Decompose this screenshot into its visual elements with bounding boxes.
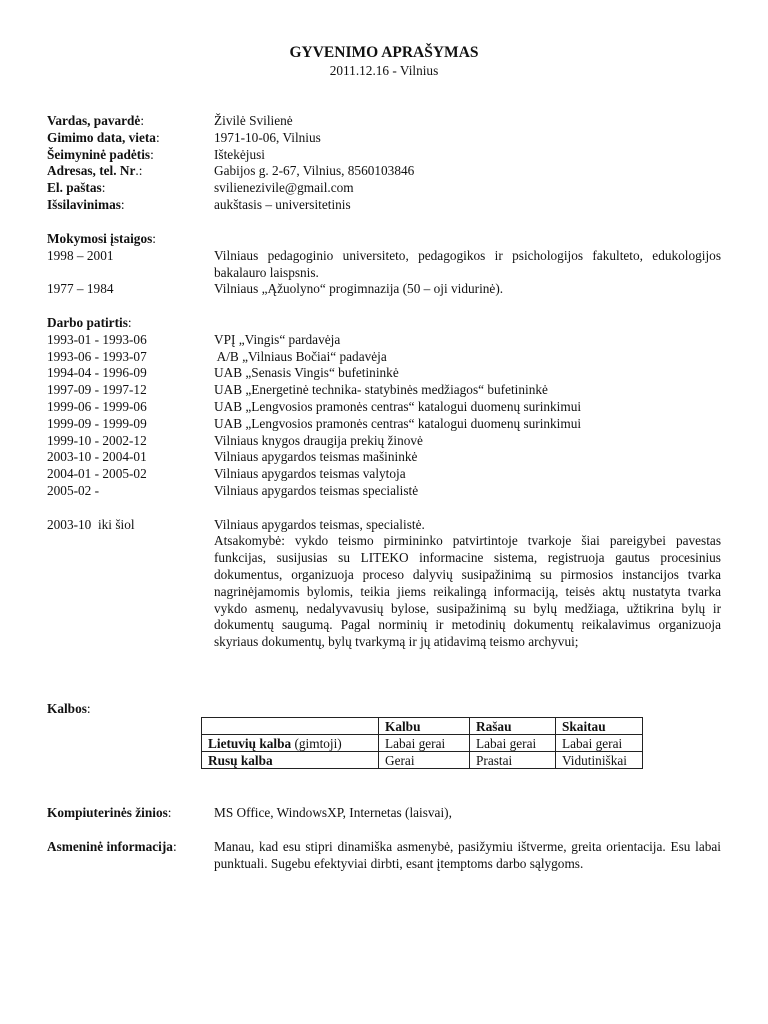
personal-info-section: [47, 113, 721, 214]
personal-row-address: Adresas, tel. Nr.: Gabijos g. 2-67, Vilnius, 8560103846: [47, 163, 721, 180]
personal-about-label: Asmeninė informacija: [47, 839, 173, 854]
language-speak: Labai gerai: [379, 735, 470, 752]
work-text: UAB „Energetinė technika- statybinės medžiagos“ bufetininkė: [214, 382, 548, 398]
languages-row: [202, 752, 643, 769]
work-item: [47, 449, 721, 466]
work-item: [47, 466, 721, 483]
work-period: 1999-10 - 2002-12: [47, 432, 147, 448]
work-period: 1999-09 - 1999-09: [47, 415, 147, 431]
languages-section: [47, 701, 721, 718]
languages-col-read: Skaitau: [556, 718, 643, 735]
personal-row-education-level: Išsilavinimas: aukštasis – universitetinis: [47, 197, 721, 214]
work-period: 1999-06 - 1999-06: [47, 398, 147, 414]
work-item: [47, 349, 721, 366]
education-period: 1998 – 2001: [47, 247, 114, 263]
work-period: 2004-01 - 2005-02: [47, 466, 147, 482]
computer-skills-value: MS Office, WindowsXP, Internetas (laisvai),: [214, 805, 452, 820]
address-value: Gabijos g. 2-67, Vilnius, 8560103846: [214, 163, 415, 179]
languages-table: [201, 717, 643, 769]
education-heading: Mokymosi įstaigos:: [47, 231, 156, 246]
work-current-period: 2003-10 iki šiol: [47, 516, 135, 532]
work-heading: Darbo patirtis:: [47, 315, 132, 330]
marital-label: Šeimyninė padėtis: [47, 146, 151, 162]
languages-row: [202, 735, 643, 752]
work-current-responsibilities: Atsakomybė: vykdo teismo pirmininko patvirtintoje tvarkoje šiai pareigybei pavestas funkcijas, susijusias su LITEKO informacine sistema, registruoja gautus procesinius dokumentus, organizuoja proceso dalyvių susipažinimą su pirmosios instancijos tvarka nagrinėjamomis bylomis, teikia jiems reikalingą informaciją, teisės aktų nustatyta tvarka vykdo asmenų, nedalyvavusių bylose, susipažinimą su bylų medžiaga, užtikrina bylų ir dokumentų saugumą. Pagal norminių ir metodinių dokumentų reikalavimus organizuoja skyriaus dokumentų, bylų tvarkymą ir jų atidavimą teismo archyvui;: [214, 533, 721, 650]
education-level-value: aukštasis – universitetinis: [214, 196, 351, 212]
computer-skills-section: Kompiuterinės žinios: MS Office, WindowsXP, Internetas (laisvai),: [47, 805, 721, 822]
work-item: [47, 399, 721, 416]
language-read: Vidutiniškai: [556, 752, 643, 769]
work-period: 1994-04 - 1996-09: [47, 365, 147, 381]
work-item: [47, 483, 721, 500]
work-item: [47, 332, 721, 349]
personal-row-name: Vardas, pavardė: Živilė Svilienė: [47, 113, 721, 130]
work-text: UAB „Senasis Vingis“ bufetininkė: [214, 365, 399, 381]
languages-heading: Kalbos:: [47, 701, 91, 716]
work-text: A/B „Vilniaus Bočiai“ padavėja: [214, 348, 387, 364]
email-value: svilienezivile@gmail.com: [214, 180, 354, 196]
work-text: UAB „Lengvosios pramonės centras“ katalogui duomenų surinkimui: [214, 415, 582, 431]
languages-col-speak: Kalbu: [379, 718, 470, 735]
language-read: Labai gerai: [556, 735, 643, 752]
personal-row-birth: Gimimo data, vieta: 1971-10-06, Vilnius: [47, 130, 721, 147]
work-item: [47, 365, 721, 382]
email-label: El. paštas: [47, 180, 102, 196]
work-item: [47, 433, 721, 450]
work-item: [47, 416, 721, 433]
language-speak: Gerai: [379, 752, 470, 769]
education-text: Vilniaus pedagoginio universiteto, pedagogikos ir psichologijos fakulteto, edukologijos bakalauro laispsnis.: [214, 247, 721, 280]
name-value: Živilė Svilienė: [214, 113, 293, 128]
marital-value: Ištekėjusi: [214, 146, 265, 162]
work-current-title: Vilniaus apygardos teismas, specialistė.: [214, 516, 425, 532]
language-name: Rusų kalba: [208, 752, 273, 768]
work-text: VPĮ „Vingis“ pardavėja: [214, 331, 341, 347]
languages-col-write: Rašau: [470, 718, 556, 735]
personal-row-email: El. paštas: svilienezivile@gmail.com: [47, 180, 721, 197]
name-label: Vardas, pavardė: [47, 113, 141, 128]
birth-value: 1971-10-06, Vilnius: [214, 129, 321, 145]
personal-about-section: Asmeninė informacija: Manau, kad esu stipri dinamiška asmenybė, pasižymiu ištverme, greita orientacija. Esu labai punktuali. Sugebu efektyviai dirbti, esant įtemptoms darbo sąlygoms.: [47, 839, 721, 871]
work-section: [47, 315, 721, 651]
work-item: [47, 382, 721, 399]
work-text: Vilniaus apygardos teismas mašininkė: [214, 449, 418, 465]
language-write: Labai gerai: [470, 735, 556, 752]
personal-about-value: Manau, kad esu stipri dinamiška asmenybė, pasižymiu ištverme, greita orientacija. Esu labai punktuali. Sugebu efektyviai dirbti, esant įtemptoms darbo sąlygoms.: [214, 839, 721, 871]
work-current-item: [47, 517, 721, 651]
language-note: (gimtoji): [291, 735, 342, 751]
education-level-label: Išsilavinimas: [47, 196, 121, 212]
work-text: Vilniaus apygardos teismas valytoja: [214, 466, 406, 482]
document-date-place: 2011.12.16 - Vilnius: [329, 63, 439, 78]
education-item: [47, 281, 721, 298]
work-text: Vilniaus knygos draugija prekių žinovė: [214, 432, 423, 448]
computer-skills-label: Kompiuterinės žinios: [47, 805, 168, 820]
work-period: 2005-02 -: [47, 482, 100, 498]
education-section: [47, 231, 721, 298]
work-text: UAB „Lengvosios pramonės centras“ katalogui duomenų surinkimui: [214, 398, 582, 414]
work-text: Vilniaus apygardos teismas specialistė: [214, 482, 419, 498]
birth-label: Gimimo data, vieta: [47, 129, 156, 145]
languages-col-empty: [202, 718, 379, 735]
languages-header-row: [202, 718, 643, 735]
language-write: Prastai: [470, 752, 556, 769]
education-text: Vilniaus „Ąžuolyno“ progimnazija (50 – oji vidurinė).: [214, 281, 504, 297]
work-period: 2003-10 - 2004-01: [47, 449, 147, 465]
work-period: 1997-09 - 1997-12: [47, 382, 147, 398]
education-item: [47, 248, 721, 282]
work-period: 1993-06 - 1993-07: [47, 348, 147, 364]
language-name: Lietuvių kalba: [208, 735, 292, 751]
education-period: 1977 – 1984: [47, 281, 114, 297]
personal-row-marital: Šeimyninė padėtis: Ištekėjusi: [47, 147, 721, 164]
work-period: 1993-01 - 1993-06: [47, 331, 147, 347]
document-title: GYVENIMO APRAŠYMAS: [289, 44, 479, 61]
address-label: Adresas, tel. Nr: [47, 163, 136, 179]
